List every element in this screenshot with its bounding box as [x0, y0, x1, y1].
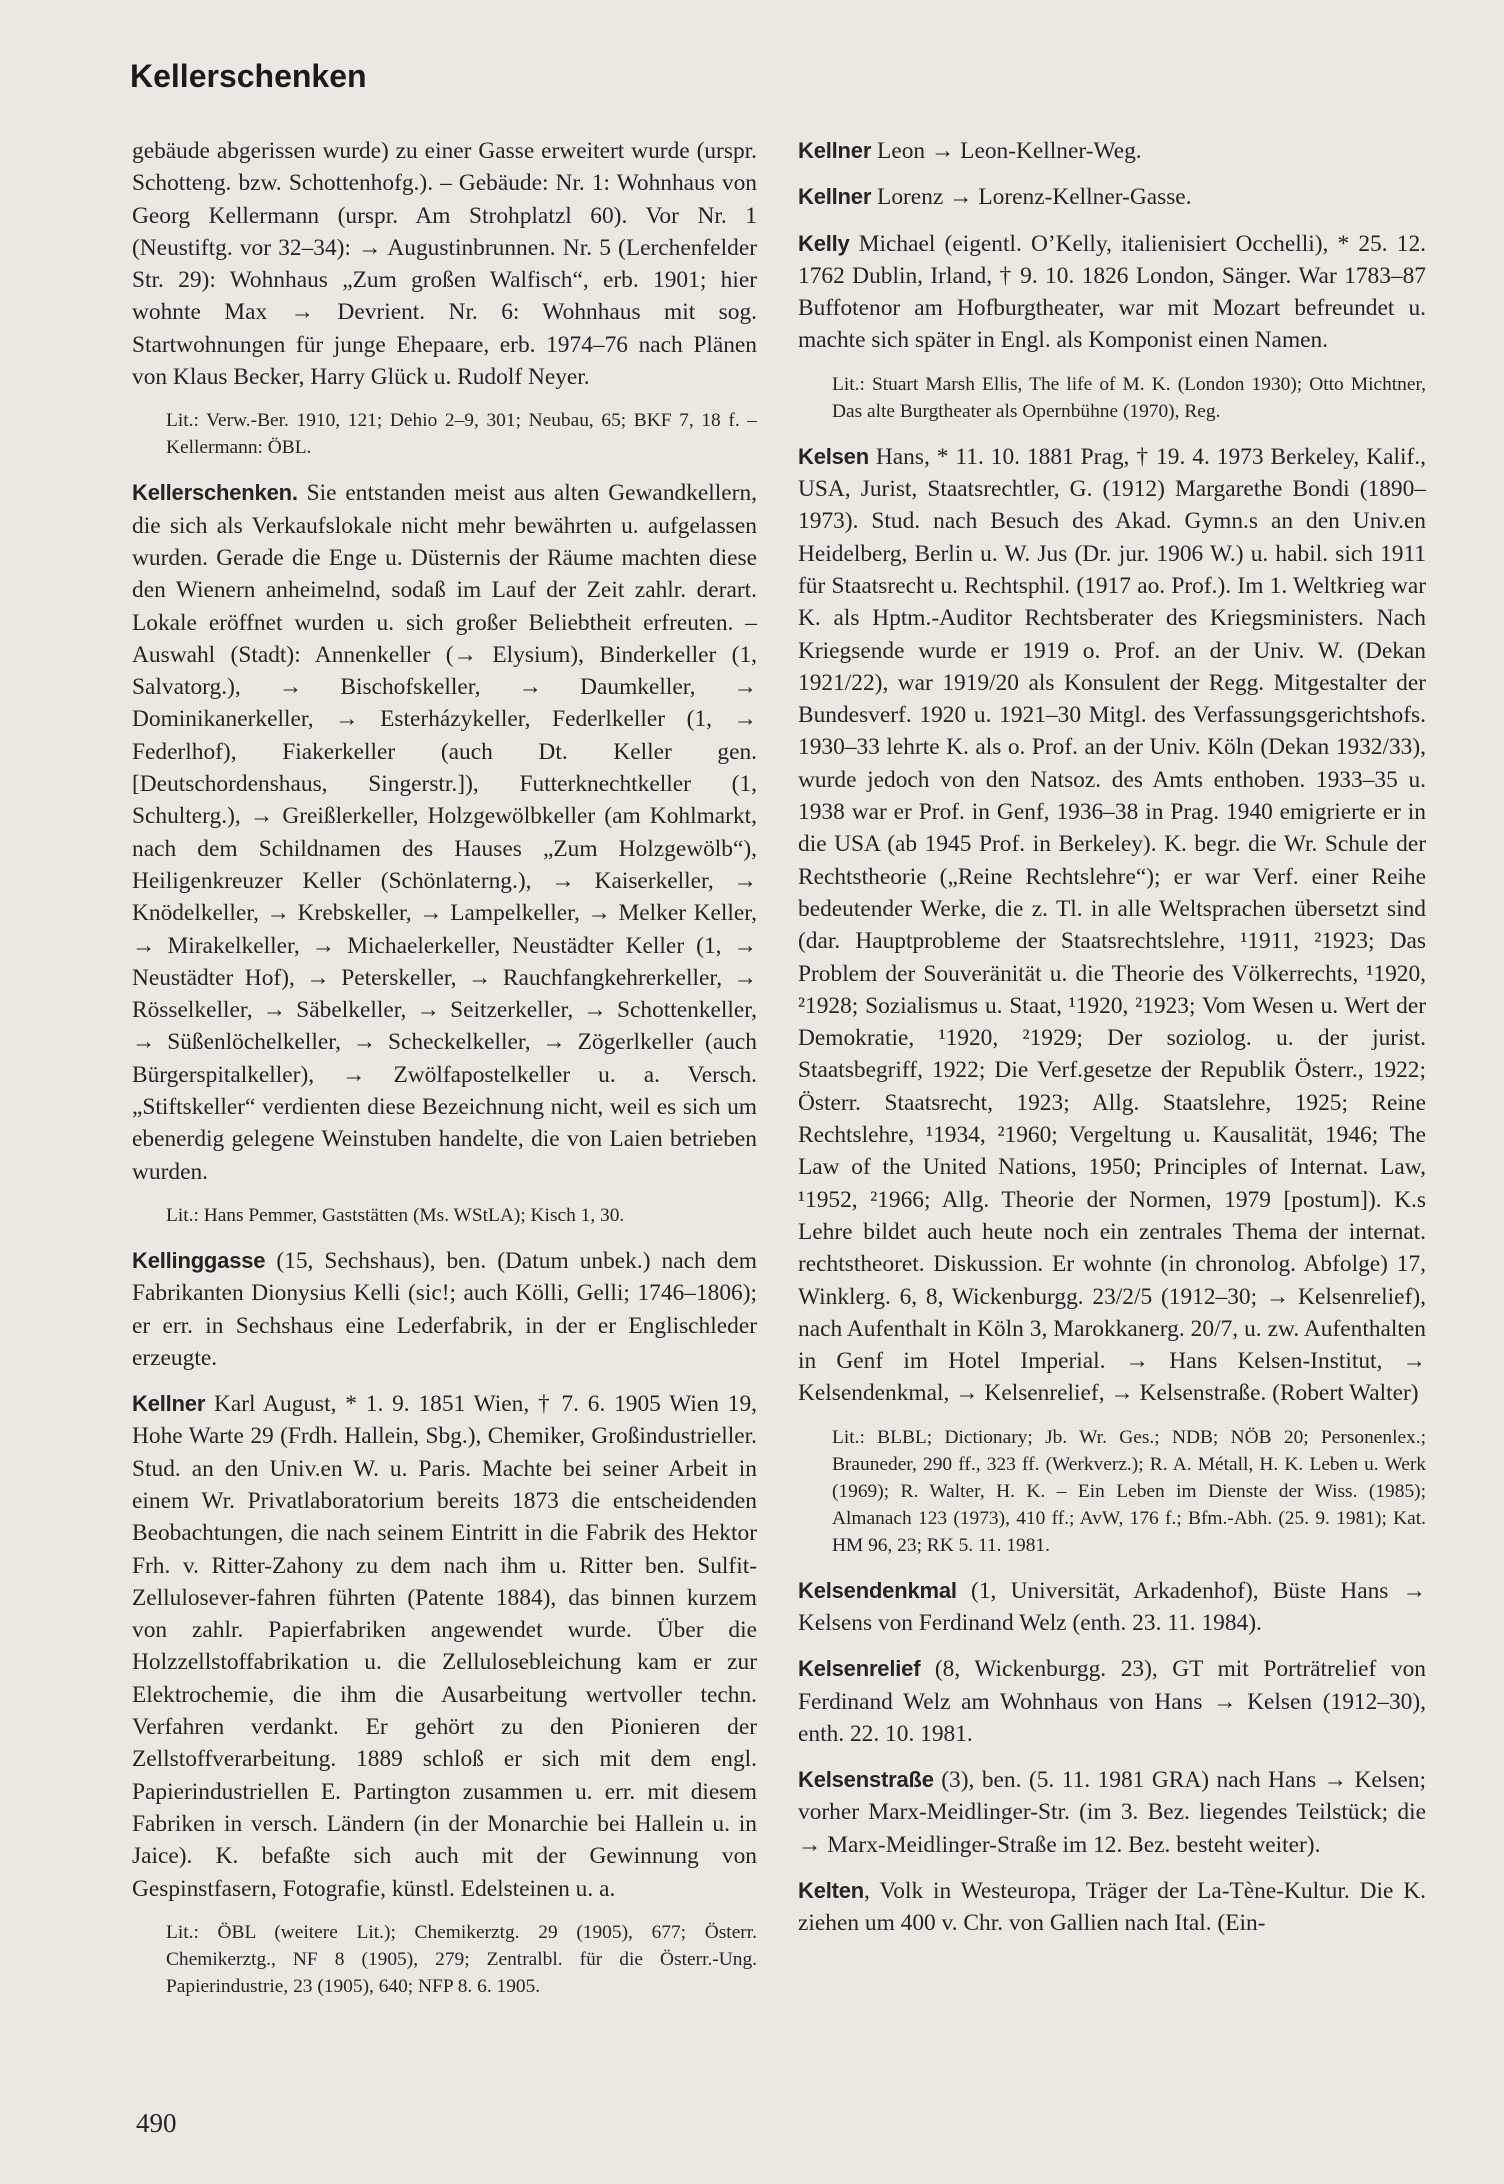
entry-body: Lorenz → Lorenz-Kellner-Gasse. — [871, 184, 1192, 211]
left-column — [132, 135, 757, 2016]
entry-headword: Kelsenstraße — [798, 1767, 934, 1793]
entry-body: Lit.: Stuart Marsh Ellis, The life of M. K. (London 1930); Otto Michtner, Das alte Burgtheater als Opernbühne (1970), Reg. — [832, 373, 1426, 422]
lexicon-entry — [132, 135, 757, 393]
entry-headword: Kelsenrelief — [798, 1656, 921, 1682]
entry-body: Karl August, * 1. 9. 1851 Wien, † 7. 6. 1905 Wien 19, Hohe Warte 29 (Frdh. Hallein, Sbg.), Chemiker, Großindustrieller. Stud. an den Univ.en W. u. Paris. Machte bei seiner Arbeit in einem Wr. Privatlaboratorium bereits 1873 die entscheidenden Beobachtungen, die nach seinem Eintritt in die Fabrik des Hektor Frh. v. Ritter-Zahony zu dem nach ihm u. Ritter ben. Sulfit-Zellulosever-fahren führten (Patente 1884), das binnen kurzem von zahlr. Papierfabriken angewendet wurde. Über die Holzzellstoffabrikation u. die Zellulosebleichung kam er zur Elektrochemie, die ihm die Ausarbeitung wertvoller techn. Verfahren verdankt. Er gehört zu den Pionieren der Zellstoffverarbeitung. 1889 schloß er sich mit dem engl. Papierindustriellen E. Partington zusammen u. err. mit diesem Fabriken in versch. Ländern (in der Monarchie bei Hallein u. in Jaice). K. befaßte sich auch mit der Gewinnung von Gespinstfasern, Fotografie, künstl. Edelsteinen u. a. — [132, 1391, 757, 1902]
entry-headword: Kelly — [798, 230, 850, 256]
literature-note — [798, 1424, 1426, 1559]
entry-headword: Kelsendenkmal — [798, 1577, 957, 1603]
entry-body: Lit.: Verw.-Ber. 1910, 121; Dehio 2–9, 301; Neubau, 65; BKF 7, 18 f. – Kellermann: ÖBL. — [166, 410, 757, 459]
lexicon-entry — [798, 1575, 1426, 1640]
entry-body: (1, Universität, Arkadenhof), Büste Hans → Kelsens von Ferdinand Welz (enth. 23. 11. 1984). — [798, 1577, 1426, 1636]
entry-body: , Volk in Westeuropa, Träger der La-Tène-Kultur. Die K. ziehen um 400 v. Chr. von Gallien nach Ital. (Ein- — [798, 1878, 1426, 1937]
entry-body: Lit.: ÖBL (weitere Lit.); Chemikerztg. 29 (1905), 677; Österr. Chemikerztg., NF 8 (1905), 279; Zentralbl. für die Österr.-Ung. Papierindustrie, 23 (1905), 640; NFP 8. 6. 1905. — [166, 1921, 757, 1997]
entry-headword: Kelten — [798, 1878, 865, 1904]
entry-body: Leon → Leon-Kellner-Weg. — [871, 138, 1142, 164]
lexicon-entry — [132, 1388, 757, 1905]
entry-body: (3), ben. (5. 11. 1981 GRA) nach Hans → Kelsen; vorher Marx-Meidlinger-Str. (im 3. Bez. liegendes Teilstück; die → Marx-Meidlinger-Straße im 12. Bez. besteht weiter). — [798, 1767, 1426, 1858]
entry-body: Sie entstanden meist aus alten Gewandkellern, die sich als Verkaufslokale nicht mehr bewährten u. aufgelassen wurden. Gerade die Enge u. Düsternis der Räume machten diese den Wienern anheimelnd, sodaß im Lauf der Zeit zahlr. derart. Lokale eröffnet wurden u. sich großer Beliebtheit erfreuten. – Auswahl (Stadt): Annenkeller (→ Elysium), Binderkeller (1, Salvatorg.), → Bischofskeller, → Daumkeller, → Dominikanerkeller, → Esterházykeller, Federlkeller (1, → Federlhof), Fiakerkeller (auch Dt. Keller gen. [Deutschordenshaus, Singerstr.]), Futterknechtkeller (1, Schulterg.), → Greißlerkeller, Holzgewölbkeller (am Kohlmarkt, nach dem Schildnamen des Hauses „Zum Holzgewölb“), Heiligenkreuzer Keller (Schönlaterng.), → Kaiserkeller, → Knödelkeller, → Krebskeller, → Lampelkeller, → Melker Keller, → Mirakelkeller, → Michaelerkeller, Neustädter Keller (1, → Neustädter Hof), → Peterskeller, → Rauchfangkehrerkeller, → Rösselkeller, → Säbelkeller, → Seitzerkeller, → Schottenkeller, → Süßenlöchelkeller, → Scheckelkeller, → Zögerlkeller (auch Bürgerspitalkeller), → Zwölfapostelkeller u. a. Versch. „Stiftskeller“ verdienten diese Bezeichnung nicht, weil es sich um ebenerdig gelegene Weinstuben handelte, die von Laien betrieben wurden. — [132, 480, 757, 1185]
entry-body: gebäude abgerissen wurde) zu einer Gasse erweitert wurde (urspr. Schotteng. bzw. Schottenhofg.). – Gebäude: Nr. 1: Wohnhaus von Georg Kellermann (urspr. Am Strohplatzl 60). Vor Nr. 1 (Neustiftg. vor 32–34): → Augustinbrunnen. Nr. 5 (Lerchenfelder Str. 29): Wohnhaus „Zum großen Walfisch“, erb. 1901; hier wohnte Max → Devrient. Nr. 6: Wohnhaus mit sog. Startwohnungen für junge Ehepaare, erb. 1974–76 nach Plänen von Klaus Becker, Harry Glück u. Rudolf Neyer. — [132, 138, 757, 391]
literature-note — [132, 1919, 757, 2000]
entry-headword: Kellner — [798, 184, 872, 210]
entry-headword: Kellinggasse — [132, 1247, 266, 1273]
entry-body: Hans, * 11. 10. 1881 Prag, † 19. 4. 1973 Berkeley, Kalif., USA, Jurist, Staatsrechtler, G. (1912) Margarethe Bondi (1890–1973). Stud. nach Besuch des Akad. Gymn.s an den Univ.en Heidelberg, Berlin u. W. Jus (Dr. jur. 1906 W.) u. habil. sich 1911 für Staatsrecht u. Rechtsphil. (1917 ao. Prof.). Im 1. Weltkrieg war K. als Hptm.-Auditor Rechtsberater des Kriegsministers. Nach Kriegsende wurde er 1919 o. Prof. an der Univ. W. (Dekan 1921/22), war 1919/20 als Konsulent der Regg. Mitgestalter der Bundesverf. 1920 u. 1921–30 Mitgl. des Verfassungsgerichtshofs. 1930–33 lehrte K. als o. Prof. an der Univ. Köln (Dekan 1932/33), wurde jedoch von den Natsoz. des Amts enthoben. 1933–35 u. 1938 war er Prof. in Genf, 1936–38 in Prag. 1940 emigrierte er in die USA (ab 1945 Prof. in Berkeley). K. begr. die Wr. Schule der Rechtstheorie („Reine Rechtslehre“); er war Verf. einer Reihe bedeutender Werke, die z. Tl. in alle Weltsprachen übersetzt sind (dar. Hauptprobleme der Staatsrechtslehre, ¹1911, ²1923; Das Problem der Souveränität u. die Theorie des Völkerrechts, ¹1920, ²1928; Sozialismus u. Staat, ¹1920, ²1923; Vom Wesen u. Wert der Demokratie, ¹1920, ²1929; Der soziolog. u. der jurist. Staatsbegriff, 1922; Die Verf.gesetze der Republik Österr., 1922; Österr. Staatsrecht, 1923; Allg. Staatslehre, 1925; Reine Rechtslehre, ¹1934, ²1960; Vergeltung u. Kausalität, 1946; The Law of the United Nations, 1950; Principles of Internat. Law, ¹1952, ²1966; Allg. Theorie der Normen, 1979 [postum]). K.s Lehre bildet auch heute noch ein zentrales Thema der internat. rechtstheoret. Diskussion. Er wohnte (in chronolog. Abfolge) 17, Winklerg. 6, 8, Wickenburgg. 23/2/5 (1912–30; → Kelsenrelief), nach Aufenthalt in Köln 3, Marokkanerg. 20/7, u. zw. Aufenthalten in Genf im Hotel Imperial. → Hans Kelsen-Institut, → Kelsendenkmal, → Kelsenrelief, → Kelsenstraße. (Robert Walter) — [798, 443, 1426, 1407]
lexicon-entry — [132, 477, 757, 1188]
lexicon-entry — [798, 181, 1426, 213]
literature-note — [132, 407, 757, 461]
lexicon-entry — [798, 1764, 1426, 1861]
literature-note — [798, 371, 1426, 425]
entry-headword: Kelsen — [798, 443, 869, 469]
entry-headword: Kellner — [798, 138, 872, 163]
lexicon-entry — [798, 1653, 1426, 1750]
right-column — [798, 135, 1426, 1954]
entry-body: (15, Sechshaus), ben. (Datum unbek.) nach dem Fabrikanten Dionysius Kelli (sic!; auch Kölli, Gelli; 1746–1806); er err. in Sechshaus eine Lederfabrik, in der er Englischleder erzeugte. — [132, 1247, 757, 1371]
entry-body: (8, Wickenburgg. 23), GT mit Porträtrelief von Ferdinand Welz am Wohnhaus von Hans → Kelsen (1912–30), enth. 22. 10. 1981. — [798, 1656, 1426, 1747]
running-head: Kellerschenken — [130, 58, 367, 94]
entry-body: Michael (eigentl. O’Kelly, italienisiert Occhelli), * 25. 12. 1762 Dublin, Irland, † 9. 10. 1826 London, Sänger. War 1783–87 Buffotenor am Hofburgtheater, war mit Mozart befreundet u. machte sich später in Engl. als Komponist einen Namen. — [798, 230, 1426, 354]
page-number: 490 — [136, 2108, 177, 2138]
lexicon-entry — [132, 1245, 757, 1374]
entry-body: Lit.: BLBL; Dictionary; Jb. Wr. Ges.; NDB; NÖB 20; Personenlex.; Brauneder, 290 ff., 323 ff. (Werkverz.); R. A. Métall, H. K. Leben u. Werk (1969); R. Walter, H. K. – Ein Leben im Dienste der Wiss. (1985); Almanach 123 (1973), 410 ff.; AvW, 176 f.; Bfm.-Abh. (25. 9. 1981); Kat. HM 96, 23; RK 5. 11. 1981. — [832, 1426, 1426, 1556]
literature-note — [132, 1202, 757, 1229]
lexicon-entry — [798, 1875, 1426, 1940]
entry-headword: Kellerschenken. — [132, 480, 298, 506]
lexicon-entry — [798, 135, 1426, 167]
lexicon-entry — [798, 441, 1426, 1410]
entry-headword: Kellner — [132, 1391, 206, 1417]
lexicon-entry — [798, 228, 1426, 357]
entry-body: Lit.: Hans Pemmer, Gaststätten (Ms. WStLA); Kisch 1, 30. — [166, 1204, 625, 1226]
